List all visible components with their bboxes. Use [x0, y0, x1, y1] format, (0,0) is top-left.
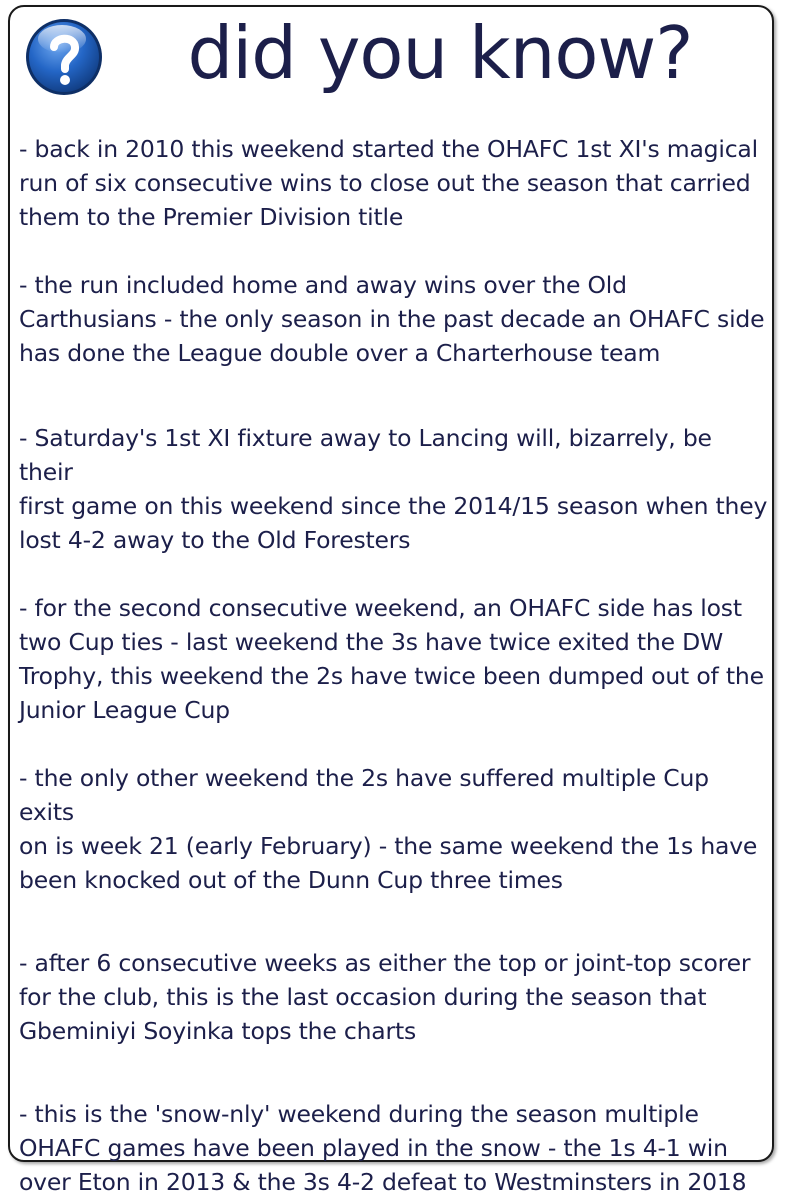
fact-item: - this is the 'snow-nly' weekend during the season multiple OHAFC games have been played in the snow - the 1s 4-1 win over Eton in 2013 & the 3s 4-2 defeat to Westminsters in 2018 [19, 1100, 747, 1196]
fact-item: - after 6 consecutive weeks as either the top or joint-top scorer for the club, this is the last occasion during the season that Gbeminiyi Soyinka tops the charts [19, 949, 751, 1045]
facts-list [19, 132, 769, 1199]
fact-item: - back in 2010 this weekend started the OHAFC 1st XI's magical run of six consecutive wins to close out the season that carried them to the Premier Division title [19, 135, 758, 231]
fact-item: - the run included home and away wins over the Old Carthusians - the only season in the past decade an OHAFC side has done the League double over a Charterhouse team [19, 271, 765, 367]
page-title: did you know? [187, 11, 693, 95]
fact-item: - for the second consecutive weekend, an OHAFC side has lost two Cup ties - last weekend the 3s have twice exited the DW Trophy, this weekend the 2s have twice been dumped out of the Junior League Cup [19, 594, 764, 724]
fact-item: - the only other weekend the 2s have suffered multiple Cup exits on is week 21 (early February) - the same weekend the 1s have been knocked out of the Dunn Cup three times [19, 764, 758, 894]
fact-item: - Saturday's 1st XI fixture away to Lancing will, bizarrely, be their first game on this weekend since the 2014/15 season when they lost 4-2 away to the Old Foresters [19, 424, 768, 554]
question-mark-icon [24, 17, 104, 97]
